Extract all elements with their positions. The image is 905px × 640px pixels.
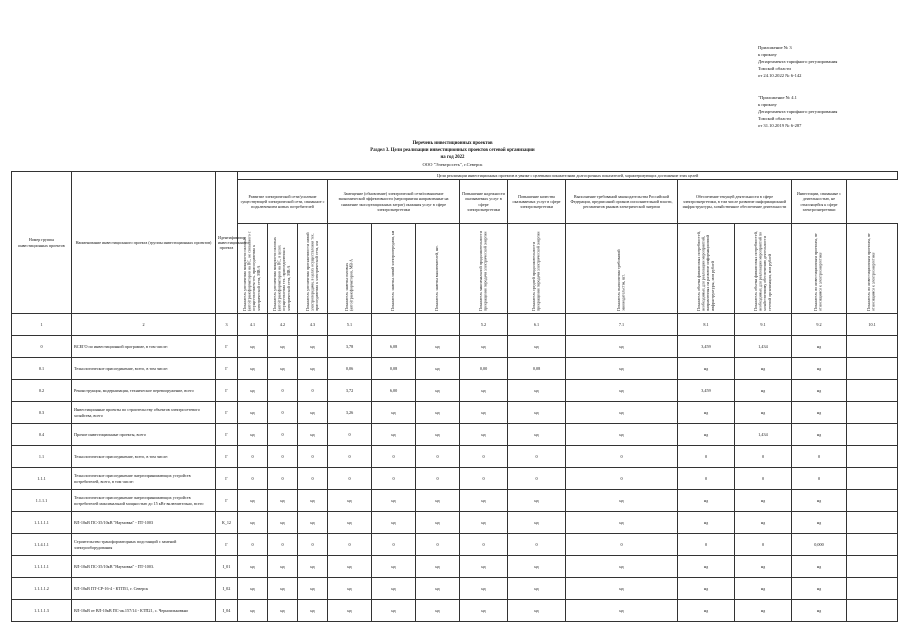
- table-cell: 0.4: [12, 424, 72, 446]
- indicator-col: Показатель замены выключателей, шт.: [416, 224, 460, 314]
- goals-header: Цели реализации инвестиционных проектов в увязке с целевыми показателями долгосрочных показателей, характеризующих достижение этих целей: [238, 172, 898, 180]
- table-cell: нд: [268, 490, 298, 512]
- table-cell: нд: [238, 556, 268, 578]
- header-line: к приказу: [758, 102, 777, 107]
- col-group-number: Номер группы инвестиционных проектов: [12, 172, 72, 314]
- header-line: Департамента тарифного регулирования: [758, 59, 838, 64]
- table-cell: нд: [298, 512, 328, 534]
- table-cell: 0.3: [12, 402, 72, 424]
- table-cell: нд: [508, 600, 566, 622]
- table-cell: нд: [238, 578, 268, 600]
- table-row: [12, 336, 898, 358]
- header-line: Томской области: [758, 116, 791, 121]
- table-cell: нд: [735, 490, 792, 512]
- table-cell: нд: [508, 578, 566, 600]
- table-cell: 0,08: [508, 358, 566, 380]
- table-cell: нд: [328, 600, 372, 622]
- table-cell: нд: [328, 512, 372, 534]
- table-cell: 0: [792, 468, 847, 490]
- table-cell: 0: [566, 534, 678, 556]
- table-cell: нд: [792, 512, 847, 534]
- table-cell: нд: [508, 380, 566, 402]
- column-number: 5.1: [328, 314, 372, 336]
- table-cell: нд: [566, 512, 678, 534]
- table-cell: нд: [238, 424, 268, 446]
- table-cell: нд: [298, 424, 328, 446]
- table-cell: 0: [416, 468, 460, 490]
- table-body: [12, 314, 898, 622]
- table-cell: 0: [12, 336, 72, 358]
- table-cell: I_04: [216, 600, 238, 622]
- table-cell: 3,26: [328, 402, 372, 424]
- table-cell: 0: [268, 424, 298, 446]
- year-title: на год 2022: [440, 155, 465, 160]
- table-cell: нд: [416, 424, 460, 446]
- table-row: [12, 534, 898, 556]
- table-cell: 0: [372, 534, 416, 556]
- table-cell: нд: [416, 336, 460, 358]
- table-cell: 6,08: [372, 336, 416, 358]
- indicator-col: Показатель увеличения мощности силовых (авто)трансформаторов на ПС, не связанного с осуществлением тех. присоединения к электрической сети, МВ∙А: [238, 224, 268, 314]
- goal-group-1: Развитие электрической сети/усиление существующей электрической сети, связанное с подключением новых потребителей: [238, 180, 328, 224]
- table-cell: 0: [460, 468, 508, 490]
- table-row: [12, 358, 898, 380]
- indicator-col: Показатель максимальной продолжительности прекращения передачи электрической энергии: [460, 224, 508, 314]
- table-cell: Строительство трансформаторных подстанций с заменой электрооборудования: [72, 534, 216, 556]
- table-cell: 0.2: [12, 380, 72, 402]
- table-cell: нд: [566, 358, 678, 380]
- table-cell: нд: [460, 424, 508, 446]
- goal-group-3: Повышение надежности оказываемых услуг в сфере электроэнергетики: [460, 180, 508, 224]
- table-cell: нд: [735, 402, 792, 424]
- table-cell: нд: [268, 556, 298, 578]
- header-line: "Приложение № 4.1: [758, 95, 797, 100]
- table-row: [12, 578, 898, 600]
- table-cell: Реконструкция, модернизация, техническое перевооружение, всего: [72, 380, 216, 402]
- table-cell: нд: [508, 424, 566, 446]
- column-number: [372, 314, 416, 336]
- table-cell: нд: [298, 402, 328, 424]
- table-cell: нд: [792, 358, 847, 380]
- table-cell: нд: [508, 402, 566, 424]
- table-cell: нд: [508, 490, 566, 512]
- column-number: 4.3: [298, 314, 328, 336]
- table-cell: 3,459: [678, 380, 735, 402]
- table-cell: нд: [792, 424, 847, 446]
- column-number: 3: [216, 314, 238, 336]
- column-number: 5.2: [460, 314, 508, 336]
- approval-header-1: [758, 44, 898, 79]
- table-cell: 0: [735, 534, 792, 556]
- table-cell: [847, 578, 898, 600]
- table-cell: нд: [792, 600, 847, 622]
- table-cell: нд: [678, 490, 735, 512]
- table-row: [12, 512, 898, 534]
- header-line: Приложение № 3: [758, 45, 792, 50]
- table-cell: 6,00: [372, 380, 416, 402]
- table-cell: 0: [328, 534, 372, 556]
- table-cell: нд: [735, 578, 792, 600]
- table-cell: нд: [566, 578, 678, 600]
- table-cell: нд: [460, 336, 508, 358]
- table-cell: 0: [238, 534, 268, 556]
- table-cell: 1,434: [735, 424, 792, 446]
- table-cell: 0: [372, 468, 416, 490]
- table-cell: 1.1.1.1.3: [12, 600, 72, 622]
- table-cell: [847, 490, 898, 512]
- table-cell: К_12: [216, 512, 238, 534]
- table-cell: 1.1.1.1.2: [12, 578, 72, 600]
- investment-goals-table: [11, 171, 898, 622]
- indicator-col: Показатель средней продолжительности прекращения передачи электрической энергии: [508, 224, 566, 314]
- table-cell: 0: [508, 468, 566, 490]
- table-cell: 0: [238, 468, 268, 490]
- table-cell: нд: [416, 402, 460, 424]
- table-cell: нд: [268, 512, 298, 534]
- table-cell: Г: [216, 424, 238, 446]
- table-cell: 3,78: [328, 336, 372, 358]
- table-cell: ВЛ-10кВ ПС-35/10кВ "Наумовка" - ПТ-1003: [72, 512, 216, 534]
- table-cell: нд: [460, 556, 508, 578]
- table-cell: нд: [678, 402, 735, 424]
- indicator-col: Показатель замены силовых (авто)трансформаторов, МВ∙А: [328, 224, 372, 314]
- table-cell: 0,000: [792, 534, 847, 556]
- table-cell: 0: [298, 468, 328, 490]
- table-cell: [847, 600, 898, 622]
- table-cell: 1.1.1.1: [12, 490, 72, 512]
- table-cell: 0: [678, 534, 735, 556]
- table-cell: нд: [460, 600, 508, 622]
- table-cell: [847, 336, 898, 358]
- table-cell: Г: [216, 490, 238, 512]
- table-cell: 0: [508, 534, 566, 556]
- header-line: Департамента тарифного регулирования: [758, 109, 838, 114]
- table-cell: нд: [460, 490, 508, 512]
- table-cell: Г: [216, 380, 238, 402]
- column-number: 8.1: [678, 314, 735, 336]
- column-number: [416, 314, 460, 336]
- table-cell: нд: [566, 556, 678, 578]
- table-cell: [847, 556, 898, 578]
- table-row: [12, 556, 898, 578]
- table-cell: нд: [460, 380, 508, 402]
- table-cell: нд: [678, 424, 735, 446]
- table-cell: нд: [416, 358, 460, 380]
- table-cell: 0: [298, 380, 328, 402]
- table-cell: нд: [238, 402, 268, 424]
- table-row: [12, 402, 898, 424]
- table-cell: 0: [328, 446, 372, 468]
- table-row: [12, 490, 898, 512]
- table-cell: нд: [678, 600, 735, 622]
- table-cell: нд: [372, 556, 416, 578]
- table-cell: нд: [328, 490, 372, 512]
- table-cell: 0.1: [12, 358, 72, 380]
- table-cell: 0: [416, 534, 460, 556]
- table-cell: нд: [268, 358, 298, 380]
- goal-group-2: Замещение (обновление) электрической сети/повышение экономической эффективности (мероприятия направленные на снижение эксплуатационных затрат) оказания услуг в сфере электроэнергетики: [328, 180, 460, 224]
- column-number: 4.2: [268, 314, 298, 336]
- table-cell: 0,06: [328, 358, 372, 380]
- indicator-col: Показатель увеличения мощности силовых (авто)трансформаторов на ПС, в целях осуществления тех. присоединения к электрической сети, МВ∙А: [268, 224, 298, 314]
- table-cell: [847, 358, 898, 380]
- table-cell: нд: [372, 424, 416, 446]
- table-cell: 3,72: [328, 380, 372, 402]
- table-cell: нд: [416, 578, 460, 600]
- table-cell: 0: [298, 534, 328, 556]
- table-cell: 1.1: [12, 446, 72, 468]
- indicator-col: Показатель по инвестиционным проектам, не относящимся к электроэнергетике: [792, 224, 847, 314]
- table-cell: 0: [416, 446, 460, 468]
- table-cell: нд: [416, 512, 460, 534]
- table-cell: нд: [792, 380, 847, 402]
- table-cell: нд: [238, 336, 268, 358]
- col-project-name: Наименование инвестиционного проекта (группы инвестиционных проектов): [72, 172, 216, 314]
- indicator-col: Показатель по инвестиционным проектам, не относящимся к электроэнергетике: [847, 224, 898, 314]
- table-cell: нд: [298, 578, 328, 600]
- table-cell: Инвестиционные проекты по строительству объектов электросетевого хозяйства, всего: [72, 402, 216, 424]
- header-line: от 31.10.2019 № 6-287: [758, 123, 802, 128]
- table-cell: нд: [792, 402, 847, 424]
- table-cell: [847, 468, 898, 490]
- table-cell: 1.1.1: [12, 468, 72, 490]
- table-row: [12, 424, 898, 446]
- table-row: [12, 380, 898, 402]
- table-cell: 0: [328, 424, 372, 446]
- table-cell: Технологическое присоединение энергопринимающих устройств потребителей максимальной мощностью до 15 кВт включительно, всего: [72, 490, 216, 512]
- table-cell: 0: [508, 446, 566, 468]
- table-cell: нд: [566, 380, 678, 402]
- table-cell: нд: [508, 512, 566, 534]
- table-row: [12, 446, 898, 468]
- goal-group-5: Выполнение требований законодательства Российской Федерации, предписаний органов исполнительной власти, регламентов рынков электрической энергии: [566, 180, 678, 224]
- table-cell: нд: [416, 490, 460, 512]
- table-cell: нд: [416, 556, 460, 578]
- column-number: 9.2: [792, 314, 847, 336]
- column-number: 4.1: [238, 314, 268, 336]
- document-title: Перечень инвестиционных проектов: [412, 141, 493, 146]
- table-cell: нд: [678, 556, 735, 578]
- table-cell: нд: [268, 336, 298, 358]
- table-cell: нд: [735, 556, 792, 578]
- table-cell: нд: [298, 600, 328, 622]
- table-cell: 0: [792, 446, 847, 468]
- table-cell: ВЛ-10кВ ПТ-СР-16-4 - КТП51, г. Северск: [72, 578, 216, 600]
- table-cell: ВЛ-10кВ ПС-35/10кВ "Наумовка" - ПТ-1003.: [72, 556, 216, 578]
- table-cell: 0: [268, 402, 298, 424]
- column-number: 9.1: [735, 314, 792, 336]
- table-cell: нд: [238, 358, 268, 380]
- table-cell: 0: [460, 446, 508, 468]
- header-line: Томской области: [758, 66, 791, 71]
- table-cell: нд: [508, 556, 566, 578]
- table-cell: [847, 380, 898, 402]
- table-cell: Г: [216, 336, 238, 358]
- table-cell: Г: [216, 446, 238, 468]
- table-cell: нд: [735, 380, 792, 402]
- table-cell: нд: [792, 578, 847, 600]
- table-cell: [847, 512, 898, 534]
- column-number: 7.1: [566, 314, 678, 336]
- table-cell: нд: [792, 556, 847, 578]
- table-cell: нд: [566, 490, 678, 512]
- table-cell: нд: [678, 512, 735, 534]
- table-cell: нд: [298, 490, 328, 512]
- table-cell: нд: [678, 578, 735, 600]
- table-cell: нд: [792, 490, 847, 512]
- goal-group-7: Инвестиции, связанные с деятельностью, не относящейся к сфере электроэнергетики: [792, 180, 847, 224]
- table-cell: 1.1.1.1.1: [12, 512, 72, 534]
- table-cell: нд: [678, 358, 735, 380]
- table-cell: I_02: [216, 578, 238, 600]
- col-project-id: Идентификатор инвестиционного проекта: [216, 172, 238, 314]
- table-cell: 0: [678, 468, 735, 490]
- table-cell: Г: [216, 402, 238, 424]
- table-cell: нд: [268, 578, 298, 600]
- table-cell: нд: [416, 600, 460, 622]
- column-number: 10.1: [847, 314, 898, 336]
- table-cell: 0: [566, 446, 678, 468]
- table-cell: 0: [735, 468, 792, 490]
- goal-group-6: Обеспечение текущей деятельности в сфере электроэнергетики, в том числе развитие информационной инфраструктуры, хозяйственное обеспечение деятельности: [678, 180, 792, 224]
- table-cell: нд: [328, 556, 372, 578]
- table-cell: нд: [416, 380, 460, 402]
- table-cell: ВСЕГО по инвестиционной программе, в том числе:: [72, 336, 216, 358]
- table-cell: 0: [268, 380, 298, 402]
- table-cell: нд: [372, 512, 416, 534]
- section-title: Раздел 3. Цели реализации инвестиционных проектов сетевой организации: [370, 148, 535, 153]
- table-cell: нд: [328, 578, 372, 600]
- table-cell: 0: [268, 446, 298, 468]
- goal-group-4: Повышение качества оказываемых услуг в сфере электроэнергетики: [508, 180, 566, 224]
- table-cell: [847, 402, 898, 424]
- table-cell: 0: [460, 534, 508, 556]
- table-cell: нд: [460, 402, 508, 424]
- table-cell: нд: [372, 402, 416, 424]
- indicator-col: Показатель замены линий электропередачи, км: [372, 224, 416, 314]
- table-cell: нд: [238, 380, 268, 402]
- indicator-col: Показатель выполнения требований законодательства, шт.: [566, 224, 678, 314]
- indicator-col: Показатель объема финансовых потребностей, необходимых для реализации мероприятий по хозяйственному обеспечению деятельности сетевой организации, млн рублей: [735, 224, 792, 314]
- table-cell: [847, 424, 898, 446]
- approval-header-2: [758, 94, 898, 129]
- table-cell: Г: [216, 534, 238, 556]
- table-cell: нд: [268, 600, 298, 622]
- column-number: 6.1: [508, 314, 566, 336]
- table-cell: I_01: [216, 556, 238, 578]
- table-cell: 3,459: [678, 336, 735, 358]
- table-cell: нд: [238, 600, 268, 622]
- table-cell: нд: [735, 600, 792, 622]
- table-cell: нд: [298, 358, 328, 380]
- table-cell: 1.1.1.1.1: [12, 556, 72, 578]
- table-row: [12, 468, 898, 490]
- indicator-col: Показатель объема финансовых потребностей, необходимых для реализации мероприятий, направленных на развитие информационной инфраструктуры, млн рублей: [678, 224, 735, 314]
- indicator-col: Показатель увеличения протяженности линий электропередачи, в целях осуществления тех. присоединения к электрической сети, км: [298, 224, 328, 314]
- table-cell: Технологическое присоединение, всего, в том числе:: [72, 446, 216, 468]
- table-cell: [847, 534, 898, 556]
- table-cell: 1,434: [735, 336, 792, 358]
- table-cell: [847, 446, 898, 468]
- table-cell: нд: [298, 556, 328, 578]
- table-cell: нд: [566, 336, 678, 358]
- table-cell: 0: [566, 468, 678, 490]
- table-cell: 0: [298, 446, 328, 468]
- table-cell: нд: [566, 424, 678, 446]
- table-cell: нд: [238, 512, 268, 534]
- table-cell: 1.1.4.1.1: [12, 534, 72, 556]
- table-cell: 0: [268, 534, 298, 556]
- table-cell: нд: [460, 512, 508, 534]
- table-cell: нд: [372, 578, 416, 600]
- table-cell: Г: [216, 358, 238, 380]
- table-row: [12, 600, 898, 622]
- table-cell: 0: [372, 446, 416, 468]
- table-cell: нд: [460, 578, 508, 600]
- organization-name: ООО "Электросеть", г.Северск: [422, 162, 483, 167]
- table-cell: 0: [328, 468, 372, 490]
- column-number: 2: [72, 314, 216, 336]
- table-cell: Технологическое присоединение энергопринимающих устройств потребителей, всего, в том числе:: [72, 468, 216, 490]
- table-cell: нд: [372, 600, 416, 622]
- header-line: к приказу: [758, 52, 777, 57]
- table-cell: нд: [372, 490, 416, 512]
- table-cell: 0: [268, 468, 298, 490]
- column-numbers-row: [12, 314, 898, 336]
- table-cell: Технологическое присоединение, всего, в том числе:: [72, 358, 216, 380]
- table-cell: нд: [566, 600, 678, 622]
- table-cell: 0,08: [372, 358, 416, 380]
- table-cell: нд: [238, 490, 268, 512]
- table-cell: Прочие инвестиционные проекты, всего: [72, 424, 216, 446]
- table-cell: нд: [508, 336, 566, 358]
- table-cell: нд: [298, 336, 328, 358]
- table-cell: нд: [792, 336, 847, 358]
- table-cell: ВЛ-10кВ от ВЛ-10кВ ПС-ак.157/14 - КТП21, с. Черноильковкно: [72, 600, 216, 622]
- table-cell: 0: [678, 446, 735, 468]
- table-cell: нд: [566, 402, 678, 424]
- table-cell: 0: [735, 446, 792, 468]
- table-cell: 0: [238, 446, 268, 468]
- table-cell: 0,00: [460, 358, 508, 380]
- table-cell: нд: [735, 512, 792, 534]
- header-line: от 24.10.2022 № 6-142: [758, 73, 802, 78]
- table-cell: Г: [216, 468, 238, 490]
- column-number: 1: [12, 314, 72, 336]
- table-cell: нд: [735, 358, 792, 380]
